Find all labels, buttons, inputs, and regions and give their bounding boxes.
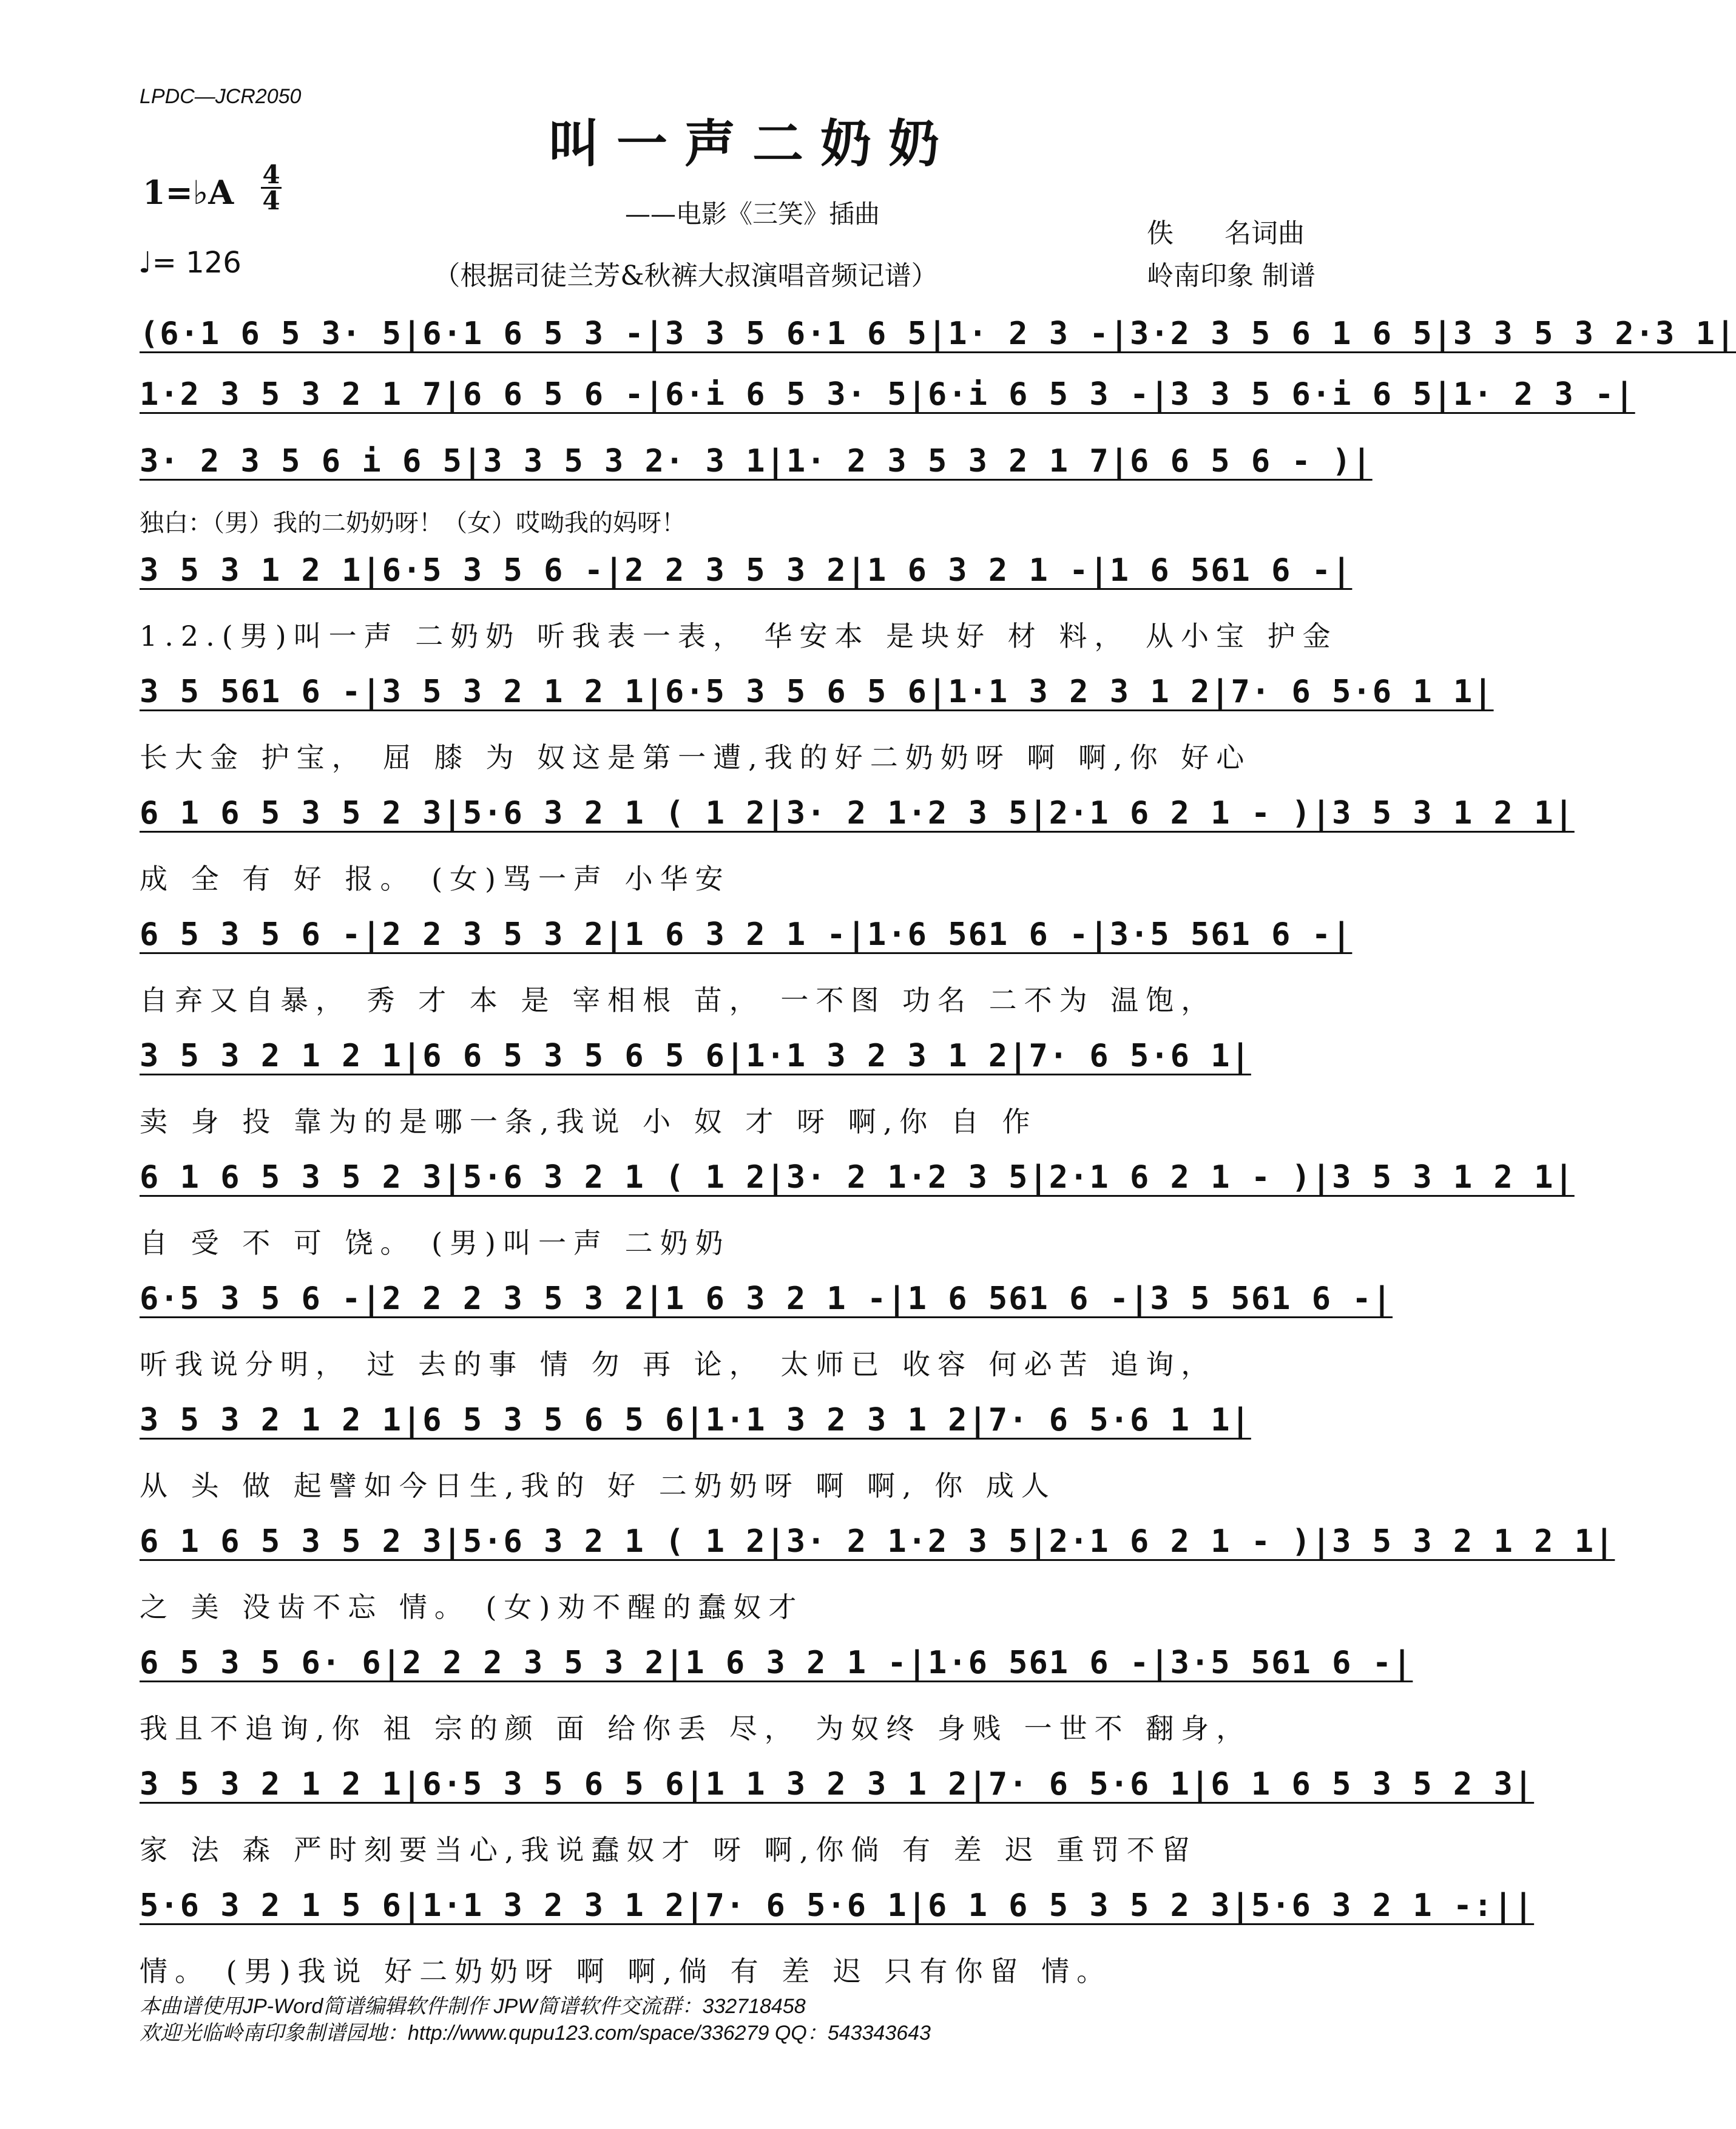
system-notes: 3 5 3 2 1 2 1|6 5 3 5 6 5 6|1·1 3 2 3 1 2|7· 6 5·6 1 1| [140, 1402, 1251, 1438]
system-notes: 3 5 3 1 2 1|6·5 3 5 6 -|2 2 3 5 3 2|1 6 3 2 1 -|1 6 561 6 -| [140, 552, 1353, 589]
system-notes: 3 5 561 6 -|3 5 3 2 1 2 1|6·5 3 5 6 5 6|1·1 3 2 3 1 2|7· 6 5·6 1 1| [140, 674, 1494, 710]
system-lyrics: 家 法 森 严时刻要当心,我说蠢奴才 呀 啊,你倘 有 差 迟 重罚不留 [140, 1833, 1197, 1866]
system-notes: 5·6 3 2 1 5 6|1·1 3 2 3 1 2|7· 6 5·6 1|6 1 6 5 3 5 2 3|5·6 3 2 1 -:|| [140, 1887, 1535, 1924]
intro-line-1: (6·1 6 5 3· 5|6·1 6 5 3 -|3 3 5 6·1 6 5|1· 2 3 -|3·2 3 5 6 1 6 5|3 3 5 3 2·3 1| [140, 316, 1736, 352]
system-notes: 6 1 6 5 3 5 2 3|5·6 3 2 1 ( 1 2|3· 2 1·2 3 5|2·1 6 2 1 - )|3 5 3 1 2 1| [140, 795, 1575, 831]
system-lyrics: 听我说分明， 过 去的事 情 勿 再 论， 太师已 收容 何必苦 追询， [140, 1348, 1217, 1381]
system-notes: 6·5 3 5 6 -|2 2 2 3 5 3 2|1 6 3 2 1 -|1 6 561 6 -|3 5 561 6 -| [140, 1281, 1393, 1317]
footer-website-note: 欢迎光临岭南印象制谱园地：http://www.qupu123.com/space/336279 QQ：543343643 [140, 2022, 931, 2045]
subtitle: ——电影《三笑》插曲 [624, 199, 880, 229]
score-code: LPDC—JCR2050 [140, 85, 302, 108]
system-lyrics: 之 美 没齿不忘 情。 (女)劝不醒的蠢奴才 [140, 1591, 804, 1623]
system-lyrics: 成 全 有 好 报。 (女)骂一声 小华安 [140, 862, 731, 895]
system-lyrics: 卖 身 投 靠为的是哪一条,我说 小 奴 才 呀 啊,你 自 作 [140, 1105, 1038, 1138]
song-title: 叫一声二奶奶 [548, 113, 956, 174]
system-lyrics: 自弃又自暴， 秀 才 本 是 宰相根 苗， 一不图 功名 二不为 温饱， [140, 984, 1217, 1017]
credit-score: 岭南印象 制谱 [1147, 260, 1316, 291]
system-lyrics: 长大金 护宝， 屈 膝 为 奴这是第一遭,我的好二奶奶呀 啊 啊,你 好心 [140, 741, 1252, 774]
key-signature: 1=♭A [143, 173, 234, 212]
intro-line-2: 1·2 3 5 3 2 1 7|6 6 5 6 -|6·i 6 5 3· 5|6·i 6 5 3 -|3 3 5 6·i 6 5|1· 2 3 -| [140, 376, 1635, 413]
source-note: （根据司徒兰芳&秋裤大叔演唱音频记谱） [433, 260, 938, 291]
system-notes: 6 5 3 5 6· 6|2 2 2 3 5 3 2|1 6 3 2 1 -|1·6 561 6 -|3·5 561 6 -| [140, 1645, 1413, 1681]
meter-bottom: 4 [262, 186, 280, 215]
monologue: 独白：（男）我的二奶奶呀！（女）哎呦我的妈呀！ [140, 509, 686, 537]
credit-lyrics: 佚 名词曲 [1147, 218, 1305, 249]
system-notes: 3 5 3 2 1 2 1|6 6 5 3 5 6 5 6|1·1 3 2 3 1 2|7· 6 5·6 1| [140, 1038, 1251, 1074]
system-lyrics: 从 头 做 起譬如今日生,我的 好 二奶奶呀 啊 啊, 你 成人 [140, 1469, 1056, 1502]
system-lyrics: 情。 (男)我说 好二奶奶呀 啊 啊,倘 有 差 迟 只有你留 情。 [140, 1955, 1112, 1988]
intro-line-3: 3· 2 3 5 6 i 6 5|3 3 5 3 2· 3 1|1· 2 3 5 3 2 1 7|6 6 5 6 - )| [140, 443, 1373, 479]
system-lyrics: 1.2.(男)叫一声 二奶奶 听我表一表， 华安本 是块好 材 料， 从小宝 护金 [140, 620, 1338, 652]
system-lyrics: 我且不追询,你 祖 宗的颜 面 给你丢 尽， 为奴终 身贱 一世不 翻身， [140, 1712, 1252, 1745]
tempo-marking: ♩= 126 [138, 246, 241, 280]
system-notes: 6 1 6 5 3 5 2 3|5·6 3 2 1 ( 1 2|3· 2 1·2 3 5|2·1 6 2 1 - )|3 5 3 2 1 2 1| [140, 1523, 1615, 1560]
meter-top: 4 [261, 163, 282, 189]
system-notes: 6 5 3 5 6 -|2 2 3 5 3 2|1 6 3 2 1 -|1·6 561 6 -|3·5 561 6 -| [140, 916, 1353, 953]
footer-software-note: 本曲谱使用JP-Word简谱编辑软件制作 JPW简谱软件交流群：332718458 [140, 1995, 806, 2018]
system-lyrics: 自 受 不 可 饶。 (男)叫一声 二奶奶 [140, 1227, 731, 1259]
system-notes: 3 5 3 2 1 2 1|6·5 3 5 6 5 6|1 1 3 2 3 1 2|7· 6 5·6 1|6 1 6 5 3 5 2 3| [140, 1766, 1535, 1802]
system-notes: 6 1 6 5 3 5 2 3|5·6 3 2 1 ( 1 2|3· 2 1·2 3 5|2·1 6 2 1 - )|3 5 3 1 2 1| [140, 1159, 1575, 1196]
